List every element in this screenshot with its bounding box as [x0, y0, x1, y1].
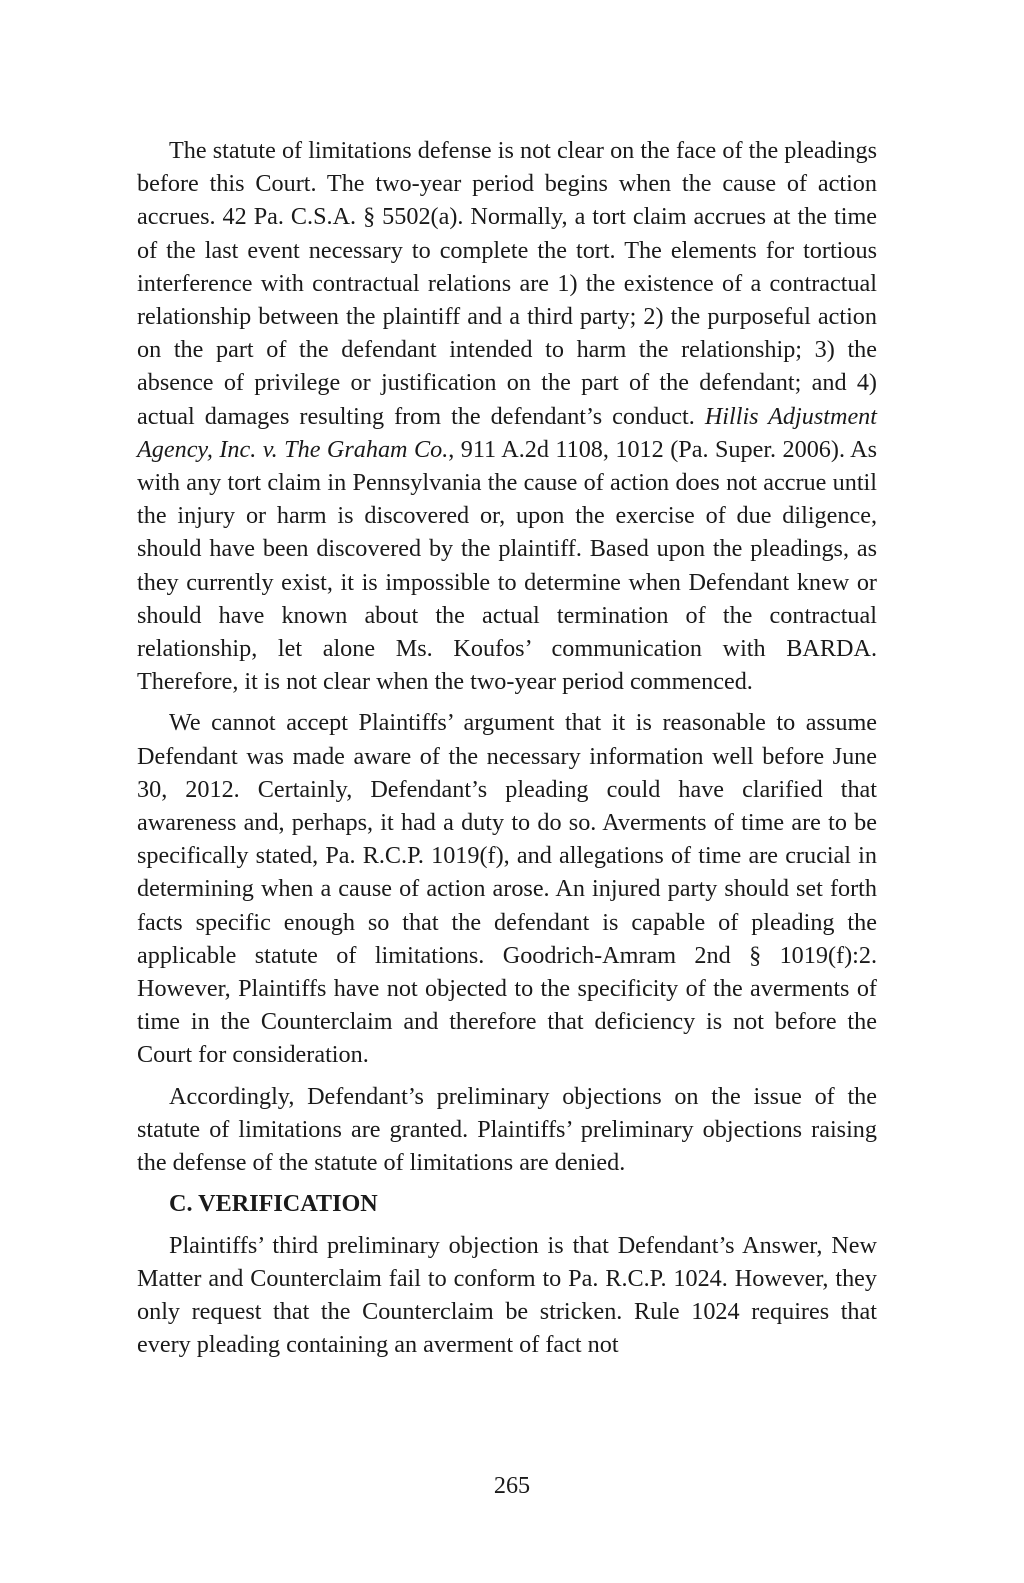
case-citation: Hillis Adjustment Agency, Inc. v. The Graham Co. — [137, 402, 877, 463]
paragraph-statute-of-limitations — [137, 134, 877, 698]
section-heading: C. VERIFICATION — [169, 1190, 378, 1218]
paragraph-text: , 911 A.2d 1108, 1012 (Pa. Super. 2006). As with any tort claim in Pennsylvania the cause of action does not accrue until the injury or harm is discovered or, upon the exercise of due diligence, should have been discovered by the plaintiff. Based upon the pleadings, as they currently exist, it is impossible to determine when Defendant knew or should have known about the actual termination of the contractual relationship, let alone Ms. Koufos’ communication with BARDA. Therefore, it is not clear when the two-year period commenced. — [137, 435, 878, 696]
page-number: 265 — [493, 1472, 531, 1499]
paragraph-plaintiffs-argument: We cannot accept Plaintiffs’ argument that it is reasonable to assume Defendant was made aware of the necessary information well before June 30, 2012. Certainly, Defendant’s pleading could have clarified that awareness and, perhaps, it had a duty to do so. Averments of time are to be specifically stated, Pa. R.C.P. 1019(f), and allegations of time are crucial in determining when a cause of action arose. An injured party should set forth facts specific enough so that the defendant is capable of pleading the applicable statute of limitations. Goodrich-Amram 2nd § 1019(f):2. However, Plaintiffs have not objected to the specificity of the averments of time in the Counterclaim and therefore that deficiency is not before the Court for consideration. — [137, 709, 877, 1069]
paragraph-verification: Plaintiffs’ third preliminary objection is that Defendant’s Answer, New Matter and Counterclaim fail to conform to Pa. R.C.P. 1024. However, they only request that the Counterclaim be stricken. Rule 1024 requires that every pleading containing an averment of fact not — [137, 1231, 877, 1359]
paragraph-conclusion: Accordingly, Defendant’s preliminary objections on the issue of the statute of limitations are granted. Plaintiffs’ preliminary objections raising the defense of the statute of limitations are denied. — [137, 1082, 877, 1177]
body-text — [137, 134, 877, 1361]
paragraph-text: The statute of limitations defense is not clear on the face of the pleadings before this Court. The two-year period begins when the cause of action accrues. 42 Pa. C.S.A. § 5502(a). Normally, a tort claim accrues at the time of the last event necessary to complete the tort. The elements for tortious interference with contractual relations are 1) the existence of a contractual relationship between the plaintiff and a third party; 2) the purposeful action on the part of the defendant intended to harm the relationship; 3) the absence of privilege or justification on the part of the defendant; and 4) actual damages resulting from the defendant’s conduct. — [137, 137, 877, 430]
